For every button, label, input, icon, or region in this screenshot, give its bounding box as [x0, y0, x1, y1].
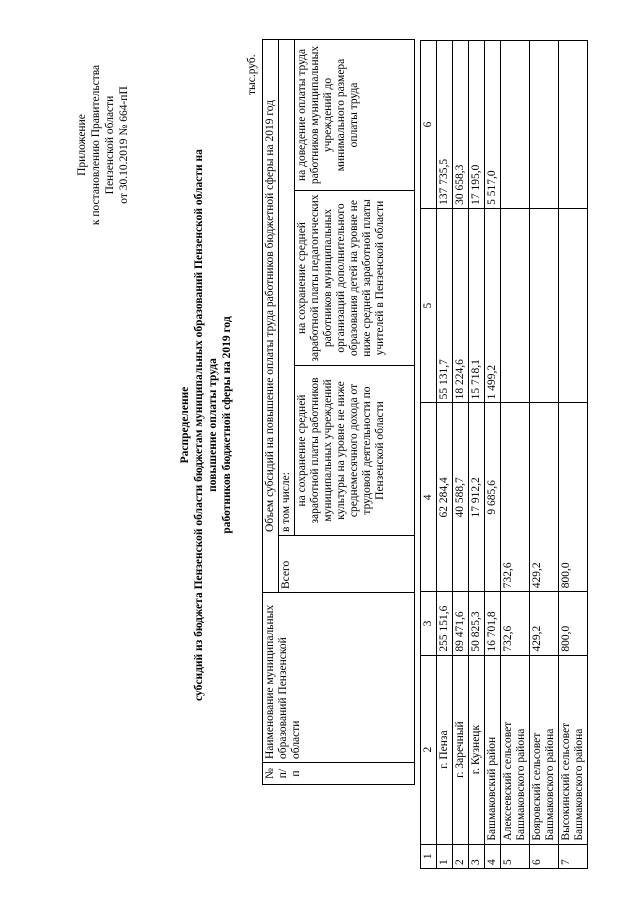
- row-name-cell: Башмаковский район: [485, 655, 501, 844]
- appendix-block: [75, 35, 131, 255]
- row-education-cell: 55 131,7: [437, 208, 453, 402]
- row-education-cell: [559, 208, 588, 402]
- index-cell: 5: [421, 208, 437, 402]
- index-cell: 1: [421, 844, 437, 868]
- row-name-cell: Алексеевский сельсовет Башмаковского района: [501, 655, 530, 844]
- appendix-line: Пензенской области: [104, 95, 116, 195]
- row-num-cell: 1: [437, 844, 453, 868]
- row-num-cell: 5: [501, 844, 530, 868]
- table-row: [453, 41, 469, 869]
- row-total-cell: 732,6: [501, 592, 530, 655]
- table-row: [485, 41, 501, 869]
- table-row: [501, 41, 530, 869]
- row-num-cell: 7: [559, 844, 588, 868]
- header-education: на сохранение средней заработной платы педагогических работников муниципальных организаций дополнительного образования детей на уровне не ниже средней заработной платы учителей в Пензенской области: [295, 191, 415, 366]
- index-row: [421, 41, 437, 869]
- table-row: [530, 41, 559, 869]
- appendix-line: к постановлению Правительства: [90, 64, 102, 226]
- table-row: [437, 41, 453, 869]
- header-volume: Объем субсидий на повышение оплаты труда работников бюджетной сферы на 2019 год: [263, 39, 279, 592]
- index-cell: 6: [421, 41, 437, 209]
- row-education-cell: [501, 208, 530, 402]
- row-minimum-cell: 5 517,0: [485, 41, 501, 209]
- title-line: работников бюджетной сферы на 2019 год: [221, 316, 233, 534]
- header-culture: на сохранение средней заработной платы работников муниципальных учреждений культуры на уровне не ниже среднемесячного дохода от трудовой деятельности по Пензенской области: [295, 366, 415, 536]
- row-total-cell: 429,2: [530, 592, 559, 655]
- row-name-cell: г. Заречный: [453, 655, 469, 844]
- row-minimum-cell: [501, 41, 530, 209]
- header-total: Всего: [279, 536, 415, 593]
- document-title: [178, 145, 234, 705]
- header-minimum: на доведение оплаты труда работников муниципальных учреждений до минимального размера оплаты труда: [295, 39, 415, 190]
- row-culture-cell: 17 912,2: [469, 403, 485, 592]
- row-minimum-cell: 30 658,3: [453, 41, 469, 209]
- row-minimum-cell: [530, 41, 559, 209]
- row-education-cell: 1 499,2: [485, 208, 501, 402]
- appendix-line: Приложение: [76, 114, 88, 176]
- row-total-cell: 50 825,3: [469, 592, 485, 655]
- index-cell: 4: [421, 403, 437, 592]
- row-culture-cell: 429,2: [530, 403, 559, 592]
- header-name: Наименование муниципальных образований Пензенской области: [263, 593, 415, 763]
- row-minimum-cell: 137 735,5: [437, 41, 453, 209]
- header-table: [262, 39, 415, 785]
- row-num-cell: 3: [469, 844, 485, 868]
- row-culture-cell: 62 284,4: [437, 403, 453, 592]
- appendix-line: от 30.10.2019 № 664-пП: [118, 86, 130, 204]
- row-total-cell: 255 151,6: [437, 592, 453, 655]
- title-line: субсидий из бюджета Пензенской области бюджетам муниципальных образований Пензенской области на повышение оплаты труда: [193, 149, 219, 701]
- row-name-cell: Бояровский сельсовет Башмаковского района: [530, 655, 559, 844]
- index-cell: 3: [421, 592, 437, 655]
- row-minimum-cell: 17 195,0: [469, 41, 485, 209]
- row-total-cell: 89 471,6: [453, 592, 469, 655]
- row-culture-cell: 40 588,7: [453, 403, 469, 592]
- row-num-cell: 6: [530, 844, 559, 868]
- table-row: [559, 41, 588, 869]
- row-culture-cell: 732,6: [501, 403, 530, 592]
- row-name-cell: г. Кузнецк: [469, 655, 485, 844]
- row-name-cell: Высокинский сельсовет Башмаковского района: [559, 655, 588, 844]
- row-education-cell: [530, 208, 559, 402]
- title-line: Распределение: [179, 386, 191, 464]
- row-culture-cell: 9 685,6: [485, 403, 501, 592]
- row-total-cell: 16 701,8: [485, 592, 501, 655]
- unit-label: тыс.руб.: [246, 54, 258, 95]
- row-education-cell: 15 718,1: [469, 208, 485, 402]
- row-minimum-cell: [559, 41, 588, 209]
- table-row: [469, 41, 485, 869]
- row-num-cell: 4: [485, 844, 501, 868]
- row-total-cell: 800,0: [559, 592, 588, 655]
- header-in-that: в том числе:: [279, 39, 295, 535]
- data-table: [420, 40, 588, 869]
- row-education-cell: 18 224,6: [453, 208, 469, 402]
- header-num: № п/п: [263, 763, 415, 785]
- index-cell: 2: [421, 655, 437, 844]
- row-num-cell: 2: [453, 844, 469, 868]
- row-culture-cell: 800,0: [559, 403, 588, 592]
- row-name-cell: г. Пенза: [437, 655, 453, 844]
